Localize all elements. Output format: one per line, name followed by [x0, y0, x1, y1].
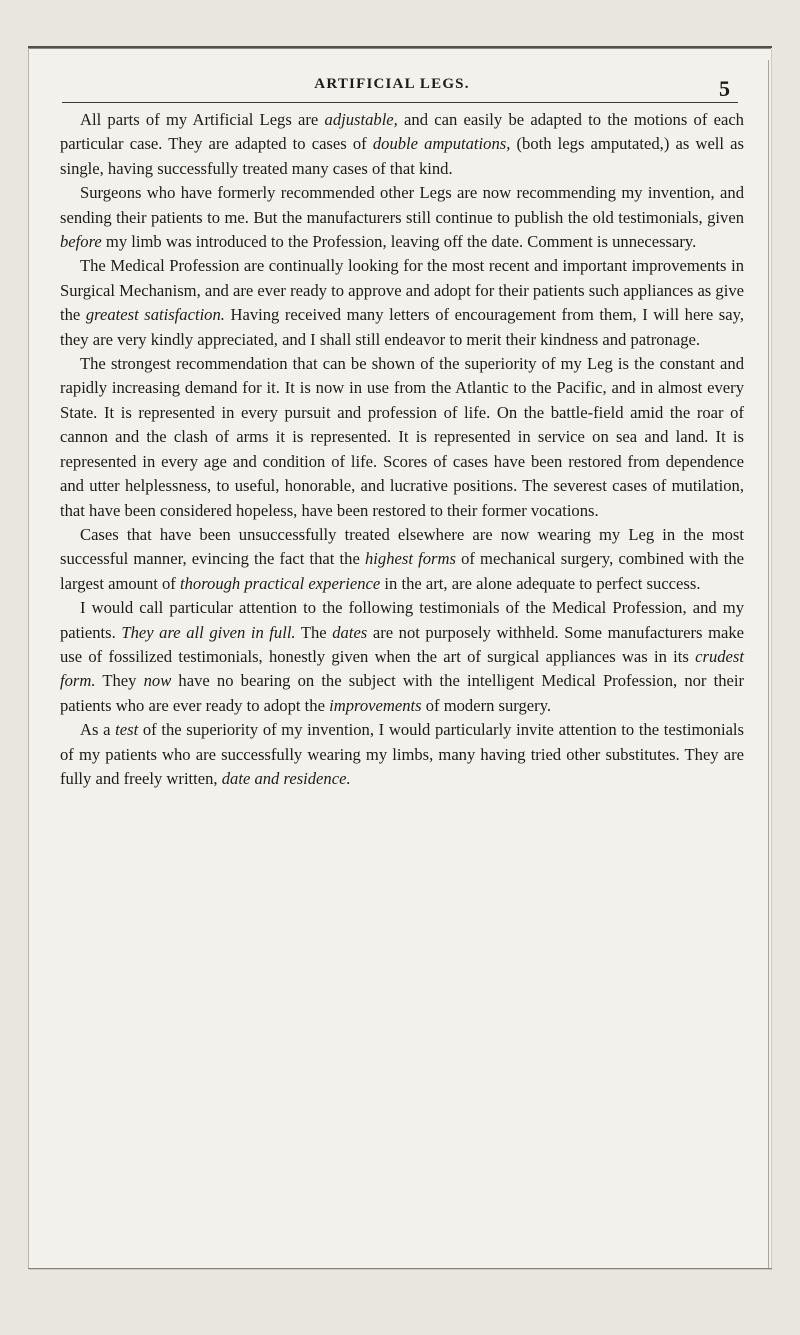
text-run: of mechanical surgery, combined with the largest amount of	[60, 549, 744, 593]
italic-run: They are all given in full.	[121, 622, 296, 642]
italic-run: before	[60, 232, 102, 252]
page-right-edge	[768, 60, 769, 1268]
text-run: and can easily be adapted to the motions of each particular case. They are adapted to cases of	[60, 110, 744, 154]
text-run: All parts of my Artificial Legs are	[80, 110, 325, 129]
paragraph	[60, 596, 744, 718]
text-run: The strongest recommendation that can be shown of the superiority of my Leg is the constant and rapidly increasing demand for it. It is now in use from the Atlantic to the Pacific, and in almost every State. It is represented in every pursuit and profession of life. On the battle-field amid the roar of cannon and the clash of arms it is represented. It is represented in service on sea and land. It is represented in every age and condition of life. Scores of cases have been restored from dependence and utter helplessness, to useful, honorable, and lucrative positions. The severest cases of mutilation, that have been considered hopeless, have been restored to their former vocations.	[60, 354, 744, 520]
paragraph	[60, 523, 744, 596]
italic-run: dates	[332, 622, 368, 642]
italic-run: thorough practical experience	[179, 573, 381, 593]
header-rule	[62, 102, 738, 103]
paragraph	[60, 352, 744, 523]
text-run: The Medical Profession are continually looking for the most recent and important improvements in Surgical Mechanism, and are ever ready to approve and adopt for their patients such appliances as give the	[60, 256, 744, 325]
body-text	[60, 108, 744, 791]
italic-run: crudest form.	[60, 646, 744, 691]
text-run: of the superiority of my invention, I would particularly invite attention to the testimonials of my patients who are successfully wearing my limbs, many having tried other substitutes. They are fully and freely written,	[60, 720, 745, 788]
running-title: ARTIFICIAL LEGS.	[314, 76, 470, 92]
paragraph	[60, 181, 744, 254]
text-run: my limb was introduced to the Profession, leaving off the date. Comment is unnecessary.	[101, 232, 697, 252]
paragraph	[60, 718, 744, 791]
text-run: in the art, are alone adequate to perfect success.	[380, 573, 701, 593]
text-run: Cases that have been unsuccessfully treated elsewhere are now wearing my Leg in the most successful manner, evincing the fact that the	[60, 524, 744, 569]
italic-run: date and residence.	[221, 768, 351, 788]
page-number: 5	[719, 76, 730, 101]
text-run: (both legs amputated,) as well as single, having successfully treated many cases of that kind.	[60, 134, 744, 178]
text-run: They	[95, 671, 144, 691]
italic-run: greatest satisfaction.	[85, 305, 225, 325]
text-run: of modern surgery.	[421, 695, 552, 715]
italic-run: now	[143, 671, 172, 691]
paragraph	[60, 254, 744, 352]
text-run: I would call particular attention to the following testimonials of the Medical Profession, and my patients.	[60, 598, 744, 642]
text-run: are not purposely withheld. Some manufacturers make use of fossilized testimonials, honestly given when the art of surgical appliances was in its	[60, 622, 745, 666]
italic-run: test	[115, 720, 139, 740]
paragraph	[60, 108, 744, 181]
page-bottom-edge	[28, 1268, 772, 1269]
text-run: As a	[80, 720, 116, 740]
italic-run: adjustable,	[324, 110, 398, 129]
text-run: have no bearing on the subject with the intelligent Medical Profession, nor their patients who are ever ready to adopt the	[60, 671, 744, 715]
text-run: The	[295, 622, 333, 642]
italic-run: highest forms	[365, 549, 456, 569]
text-run: Having received many letters of encouragement from them, I will here say, they are very kindly appreciated, and I shall still endeavor to merit their kindness and patronage.	[60, 305, 744, 349]
page-top-edge	[28, 46, 772, 48]
running-head	[62, 72, 738, 102]
italic-run: double amputations,	[372, 134, 511, 154]
text-run: Surgeons who have formerly recommended other Legs are now recommending my invention, and sending their patients to me. But the manufacturers still continue to publish the old testimonials, given	[60, 183, 744, 227]
italic-run: improvements	[329, 695, 422, 715]
